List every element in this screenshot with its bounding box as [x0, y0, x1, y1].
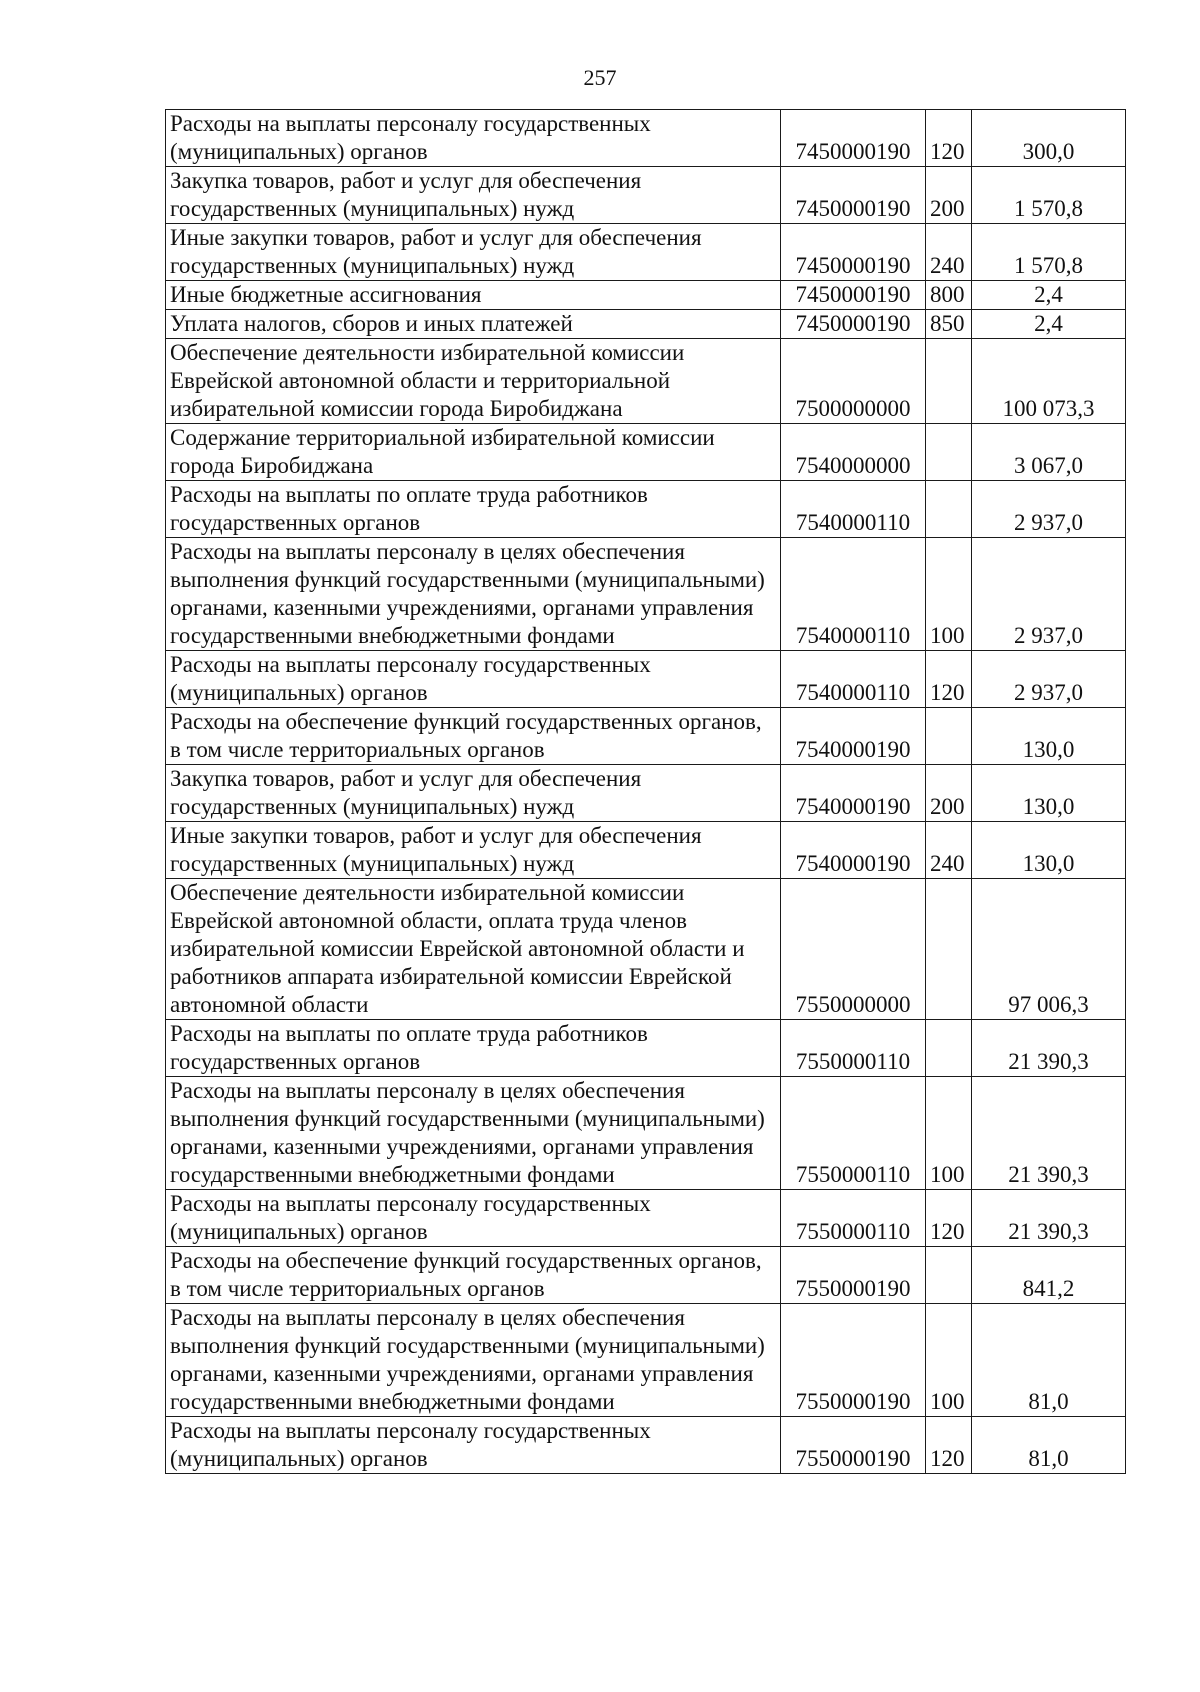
row-type [926, 879, 972, 1020]
row-type [926, 339, 972, 424]
row-type: 800 [926, 281, 972, 310]
row-name: Уплата налогов, сборов и иных платежей [166, 310, 781, 339]
row-type: 100 [926, 1077, 972, 1190]
row-code: 7450000190 [781, 310, 926, 339]
row-sum: 3 067,0 [972, 424, 1126, 481]
row-code: 7500000000 [781, 339, 926, 424]
row-name: Расходы на обеспечение функций государственных органов, в том числе территориальных органов [166, 1247, 781, 1304]
row-name: Расходы на выплаты персоналу государственных (муниципальных) органов [166, 1417, 781, 1474]
table-row [166, 1247, 1126, 1304]
row-code: 7450000190 [781, 224, 926, 281]
row-type [926, 424, 972, 481]
row-name: Содержание территориальной избирательной комиссии города Биробиджана [166, 424, 781, 481]
row-sum: 21 390,3 [972, 1190, 1126, 1247]
row-name: Расходы на выплаты персоналу в целях обеспечения выполнения функций государственными (муниципальными) органами, казенными учреждениями, органами управления государственными внебюджетными фондами [166, 1304, 781, 1417]
row-code: 7540000110 [781, 538, 926, 651]
row-name: Расходы на выплаты персоналу государственных (муниципальных) органов [166, 1190, 781, 1247]
row-name: Расходы на выплаты персоналу в целях обеспечения выполнения функций государственными (муниципальными) органами, казенными учреждениями, органами управления государственными внебюджетными фондами [166, 538, 781, 651]
row-code: 7550000190 [781, 1417, 926, 1474]
row-name: Расходы на выплаты по оплате труда работников государственных органов [166, 1020, 781, 1077]
row-code: 7550000000 [781, 879, 926, 1020]
table-row [166, 1417, 1126, 1474]
table-row [166, 224, 1126, 281]
row-sum: 2,4 [972, 310, 1126, 339]
row-name: Иные закупки товаров, работ и услуг для обеспечения государственных (муниципальных) нужд [166, 224, 781, 281]
row-name: Обеспечение деятельности избирательной комиссии Еврейской автономной области, оплата труда членов избирательной комиссии Еврейской автономной области и работников аппарата избирательной комиссии Еврейской автономной области [166, 879, 781, 1020]
row-sum: 2 937,0 [972, 481, 1126, 538]
row-code: 7540000190 [781, 822, 926, 879]
row-sum: 841,2 [972, 1247, 1126, 1304]
table-row [166, 708, 1126, 765]
row-type: 120 [926, 1417, 972, 1474]
row-name: Расходы на выплаты персоналу государственных (муниципальных) органов [166, 651, 781, 708]
table-row [166, 822, 1126, 879]
row-code: 7550000110 [781, 1020, 926, 1077]
row-sum: 81,0 [972, 1417, 1126, 1474]
row-type: 120 [926, 1190, 972, 1247]
table-row [166, 481, 1126, 538]
table-row [166, 1304, 1126, 1417]
row-code: 7550000110 [781, 1077, 926, 1190]
row-code: 7450000190 [781, 110, 926, 167]
row-sum: 100 073,3 [972, 339, 1126, 424]
row-name: Расходы на выплаты по оплате труда работников государственных органов [166, 481, 781, 538]
table-row [166, 1020, 1126, 1077]
table-row [166, 1077, 1126, 1190]
table-row [166, 167, 1126, 224]
row-type: 100 [926, 1304, 972, 1417]
row-sum: 130,0 [972, 765, 1126, 822]
row-code: 7450000190 [781, 167, 926, 224]
row-name: Расходы на выплаты персоналу государственных (муниципальных) органов [166, 110, 781, 167]
row-name: Расходы на выплаты персоналу в целях обеспечения выполнения функций государственными (муниципальными) органами, казенными учреждениями, органами управления государственными внебюджетными фондами [166, 1077, 781, 1190]
row-sum: 130,0 [972, 708, 1126, 765]
row-type: 240 [926, 822, 972, 879]
row-code: 7550000190 [781, 1304, 926, 1417]
table-row [166, 538, 1126, 651]
row-sum: 2 937,0 [972, 538, 1126, 651]
row-name: Иные закупки товаров, работ и услуг для обеспечения государственных (муниципальных) нужд [166, 822, 781, 879]
row-sum: 130,0 [972, 822, 1126, 879]
row-type: 120 [926, 110, 972, 167]
row-sum: 2,4 [972, 281, 1126, 310]
row-type [926, 1247, 972, 1304]
table-row [166, 110, 1126, 167]
row-code: 7550000190 [781, 1247, 926, 1304]
row-name: Закупка товаров, работ и услуг для обеспечения государственных (муниципальных) нужд [166, 765, 781, 822]
row-sum: 1 570,8 [972, 224, 1126, 281]
row-type [926, 481, 972, 538]
row-type: 240 [926, 224, 972, 281]
row-type: 200 [926, 167, 972, 224]
row-type: 200 [926, 765, 972, 822]
row-sum: 97 006,3 [972, 879, 1126, 1020]
row-name: Иные бюджетные ассигнования [166, 281, 781, 310]
row-type: 100 [926, 538, 972, 651]
row-sum: 81,0 [972, 1304, 1126, 1417]
table-row [166, 424, 1126, 481]
row-sum: 21 390,3 [972, 1077, 1126, 1190]
row-code: 7540000110 [781, 481, 926, 538]
row-type: 120 [926, 651, 972, 708]
row-sum: 21 390,3 [972, 1020, 1126, 1077]
table-row [166, 310, 1126, 339]
row-name: Закупка товаров, работ и услуг для обеспечения государственных (муниципальных) нужд [166, 167, 781, 224]
row-code: 7540000190 [781, 765, 926, 822]
table-row [166, 1190, 1126, 1247]
row-code: 7550000110 [781, 1190, 926, 1247]
page-number: 257 [583, 65, 617, 90]
row-sum: 300,0 [972, 110, 1126, 167]
row-type [926, 1020, 972, 1077]
row-type [926, 708, 972, 765]
row-name: Обеспечение деятельности избирательной комиссии Еврейской автономной области и территориальной избирательной комиссии города Биробиджана [166, 339, 781, 424]
table-row [166, 879, 1126, 1020]
row-code: 7540000000 [781, 424, 926, 481]
table-row [166, 339, 1126, 424]
table-row [166, 281, 1126, 310]
row-code: 7450000190 [781, 281, 926, 310]
row-name: Расходы на обеспечение функций государственных органов, в том числе территориальных органов [166, 708, 781, 765]
table-row [166, 765, 1126, 822]
table-row [166, 651, 1126, 708]
row-sum: 2 937,0 [972, 651, 1126, 708]
row-sum: 1 570,8 [972, 167, 1126, 224]
row-code: 7540000110 [781, 651, 926, 708]
row-type: 850 [926, 310, 972, 339]
budget-table [165, 109, 1126, 1474]
row-code: 7540000190 [781, 708, 926, 765]
